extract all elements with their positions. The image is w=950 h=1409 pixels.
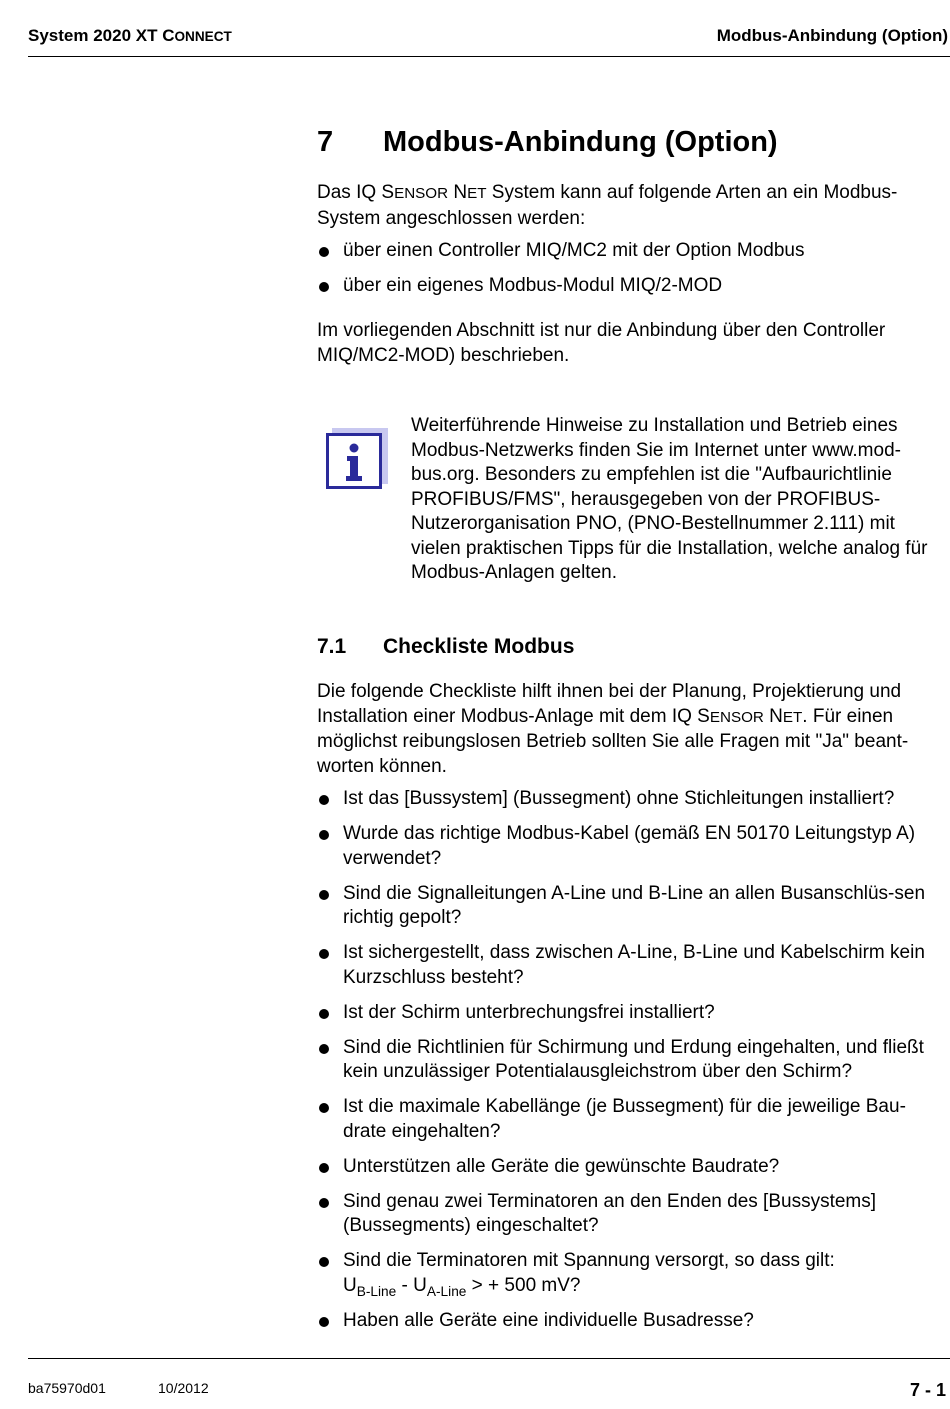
info-icon: [326, 428, 388, 490]
checklist-item: Sind die Richtlinien für Schirmung und Erdung eingehalten, und fließt kein unzulässiger Potentialausgleichstrom über den Schirm?: [317, 1036, 949, 1085]
footer-date: 10/2012: [158, 1380, 209, 1396]
chapter-title: Modbus-Anbindung (Option): [383, 126, 778, 158]
section-heading: [317, 635, 574, 659]
info-note-text: Weiterführende Hinweise zu Installation und Betrieb eines Modbus-Netzwerks finden Sie im Internet unter www.mod-bus.org. Besonders zu empfehlen ist die "Aufbaurichtlinie PROFIBUS/FMS", herausgegeben von der PROFIBUS-Nutzerorganisation PNO, (PNO-Bestellnummer 2.111) mit vielen praktischen Tipps für die Installation, welche analog für Modbus-Anlagen gelten.: [411, 415, 928, 583]
checklist-item: Ist die maximale Kabellänge (je Bussegment) für die jeweilige Bau-drate eingehalten?: [317, 1095, 949, 1144]
section-title: Checkliste Modbus: [383, 635, 575, 658]
checklist-item: Haben alle Geräte eine individuelle Busadresse?: [317, 1309, 949, 1334]
connection-options-list: [317, 239, 949, 299]
list-item: über ein eigenes Modbus-Modul MIQ/2-MOD: [317, 274, 949, 299]
checklist-item: Wurde das richtige Modbus-Kabel (gemäß EN 50170 Leitungstyp A) verwendet?: [317, 822, 949, 871]
checklist-item: Ist das [Bussystem] (Bussegment) ohne Stichleitungen installiert?: [317, 787, 949, 812]
footer-document-code: ba75970d01: [28, 1380, 106, 1396]
list-item: über einen Controller MIQ/MC2 mit der Option Modbus: [317, 239, 949, 264]
header-rule: [28, 56, 950, 57]
footer-rule: [28, 1358, 950, 1359]
chapter-heading: [317, 126, 778, 159]
chapter-number: 7: [317, 126, 334, 158]
header-product-name: System 2020 XT CONNECT: [28, 26, 232, 45]
section-number: 7.1: [317, 635, 347, 658]
checklist-item-voltage: Sind die Terminatoren mit Spannung versorgt, so dass gilt: $U_{B-Line} - U_{A-Line}$ > + 500 mV?: [317, 1249, 949, 1298]
header-chapter-title: Modbus-Anbindung (Option): [716, 26, 948, 45]
checklist-item: Ist sichergestellt, dass zwischen A-Line, B-Line und Kabelschirm kein Kurzschluss besteht?: [317, 941, 949, 990]
checklist-item: Sind die Signalleitungen A-Line und B-Line an allen Busanschlüs-sen richtig gepolt?: [317, 882, 949, 931]
intro-paragraph: Das IQ SENSOR NET System kann auf folgende Arten an ein Modbus-System angeschlossen werden:: [317, 182, 898, 229]
checklist-item: Unterstützen alle Geräte die gewünschte Baudrate?: [317, 1155, 949, 1180]
checklist-item: Sind genau zwei Terminatoren an den Enden des [Bussystems] (Bussegments) eingeschaltet?: [317, 1190, 949, 1239]
checklist: [317, 787, 949, 1333]
scope-paragraph: Im vorliegenden Abschnitt ist nur die Anbindung über den Controller MIQ/MC2-MOD) beschrieben.: [317, 320, 886, 366]
footer-page-number: 7 - 1: [909, 1380, 946, 1400]
checklist-intro-paragraph: Die folgende Checkliste hilft ihnen bei der Planung, Projektierung und Installation einer Modbus-Anlage mit dem IQ SENSOR NET. Für einen möglichst reibungslosen Betrieb sollten Sie alle Fragen mit "Ja" beant-worten können.: [317, 681, 909, 777]
checklist-item: Ist der Schirm unterbrechungsfrei installiert?: [317, 1001, 949, 1026]
page-header: [28, 26, 948, 50]
